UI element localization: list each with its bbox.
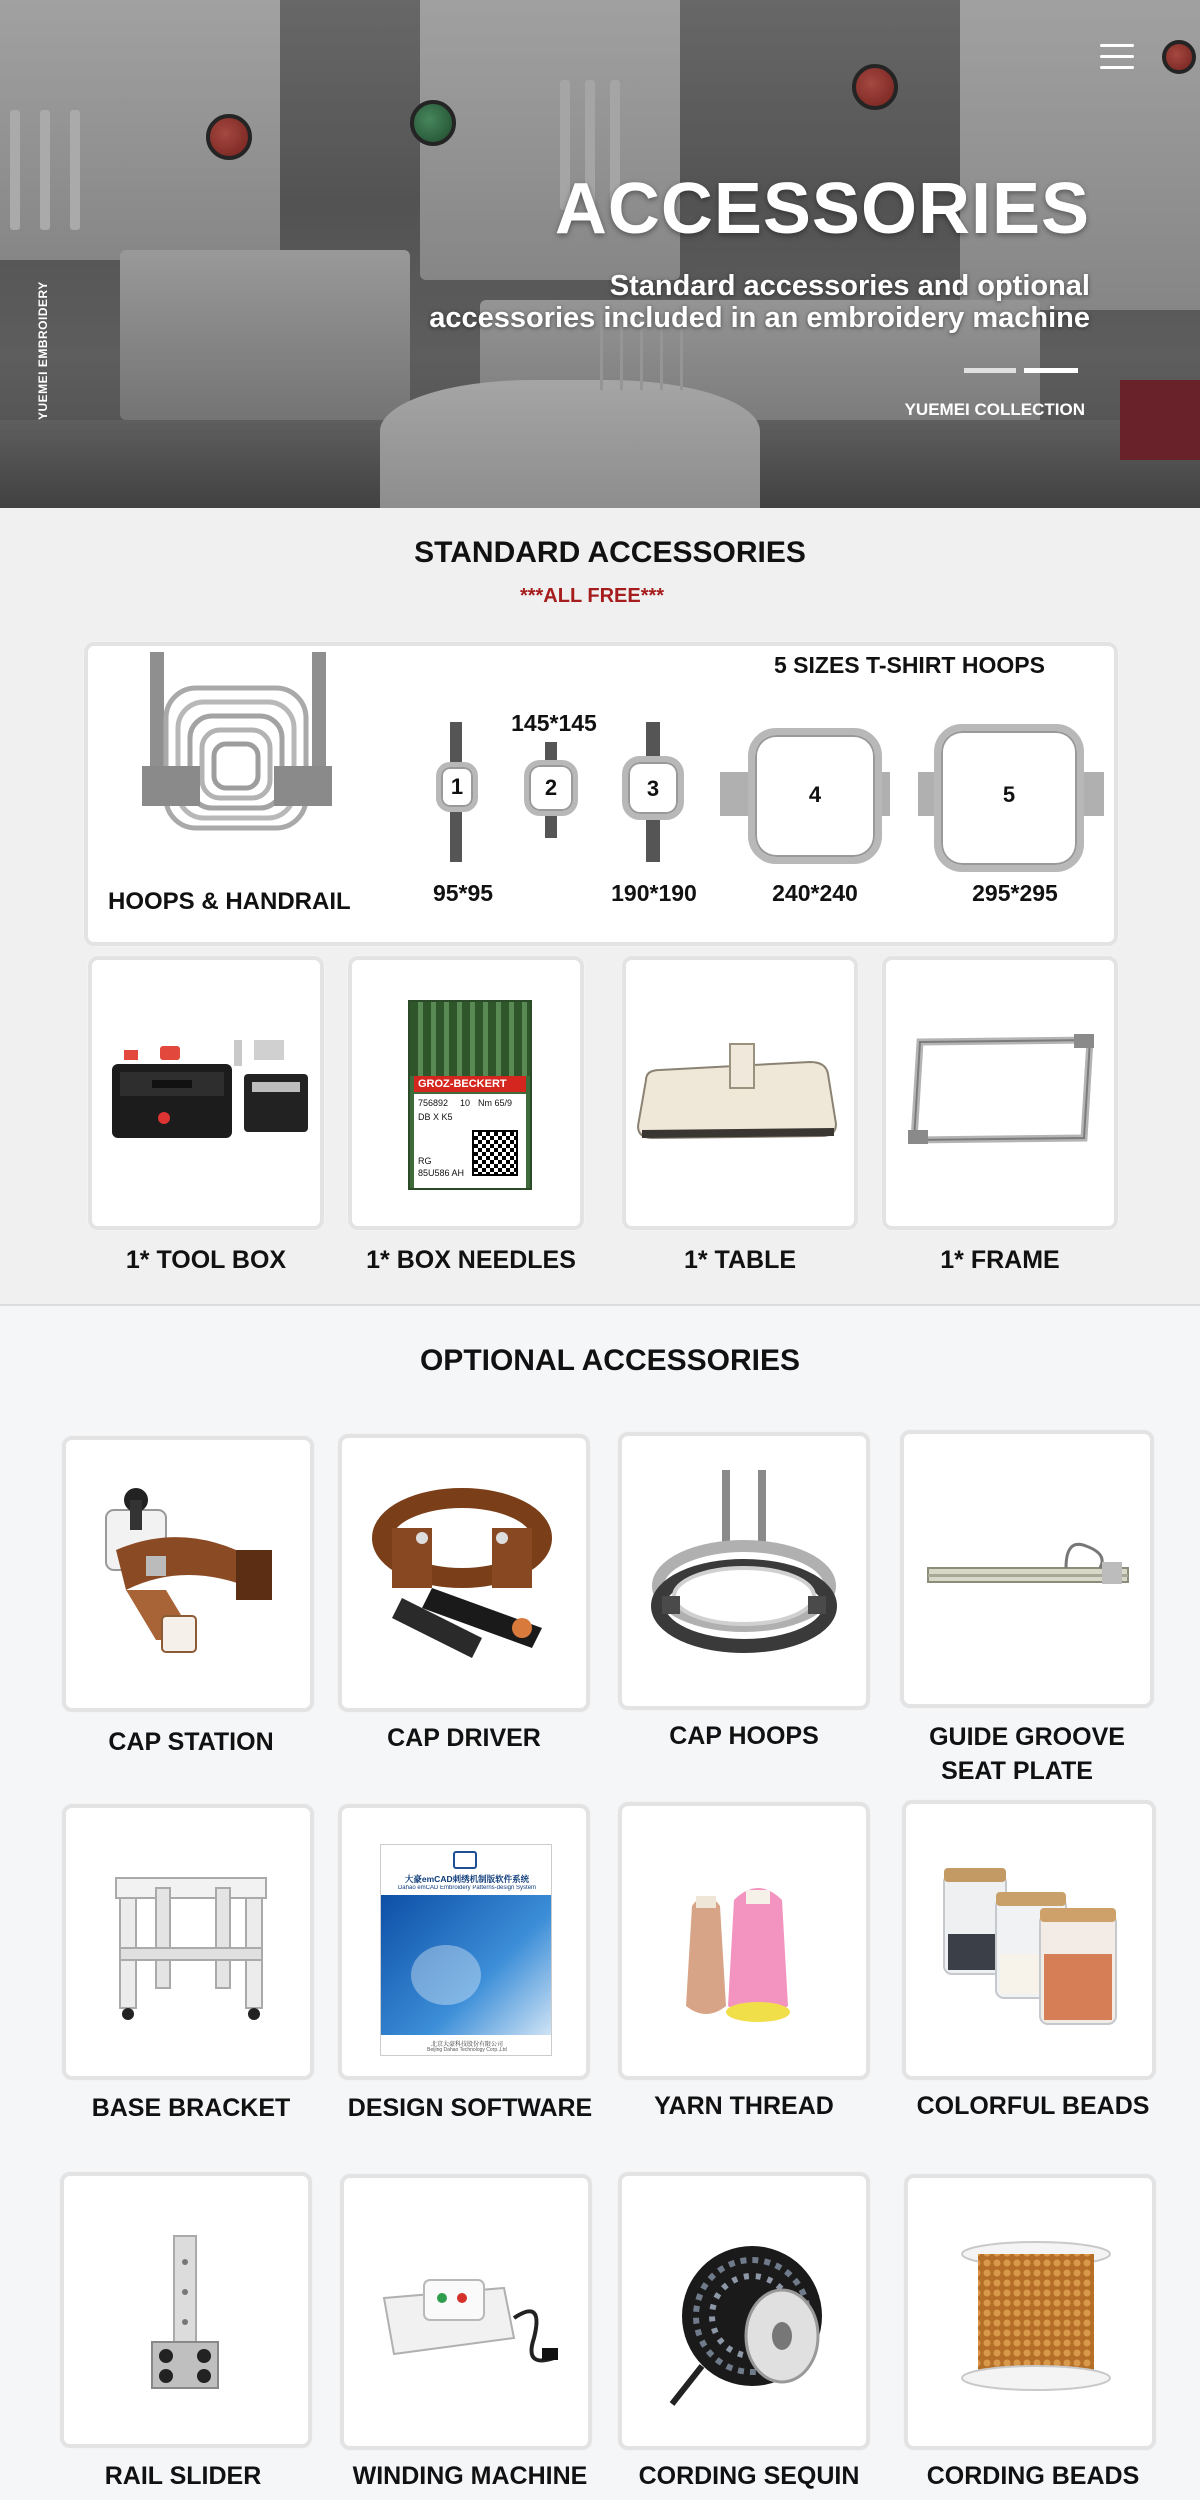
hoops-panel-heading: 5 SIZES T-SHIRT HOOPS — [774, 652, 1045, 678]
base-bracket-icon — [96, 1858, 286, 2028]
toolbox-icon — [104, 1020, 314, 1160]
guide-groove-label-line2: SEAT PLATE — [941, 1757, 1093, 1785]
frame-icon — [904, 1032, 1104, 1152]
design-software-label: DESIGN SOFTWARE — [347, 2094, 593, 2122]
needle-system: DB X K5 — [418, 1112, 453, 1122]
hoop-4-number: 4 — [808, 782, 822, 807]
hamburger-menu-icon[interactable] — [1100, 44, 1134, 70]
software-title-en: Dahao emCAD Embroidery Patterns-design System — [397, 1885, 537, 1891]
hero-subtitle-line1: Standard accessories and optional — [609, 270, 1090, 302]
base-bracket-label: BASE BRACKET — [91, 2094, 291, 2122]
needle-code: 756892 — [418, 1098, 449, 1108]
cap-driver-card[interactable] — [338, 1434, 590, 1712]
needle-box-icon — [408, 1000, 532, 1190]
frame-card[interactable] — [882, 956, 1118, 1230]
needle-size: Nm 65/9 — [478, 1098, 513, 1108]
cording-sequin-card[interactable] — [618, 2172, 870, 2450]
colorful-beads-label: COLORFUL BEADS — [916, 2092, 1150, 2120]
cap-hoops-label: CAP HOOPS — [669, 1722, 819, 1750]
winding-machine-card[interactable] — [340, 2174, 592, 2450]
cording-beads-icon — [952, 2238, 1122, 2408]
hoop-2-size: 145*145 — [511, 710, 597, 736]
needle-ref: 85U586 AH — [418, 1168, 465, 1178]
needle-brand: GROZ-BECKERT — [414, 1076, 526, 1092]
table-icon — [630, 1040, 850, 1150]
colorful-beads-card[interactable] — [902, 1800, 1156, 2080]
hoop-3-number: 3 — [646, 776, 660, 801]
hoop-1-number: 1 — [450, 774, 464, 799]
cap-station-label: CAP STATION — [108, 1728, 274, 1756]
page-title: ACCESSORIES — [554, 169, 1090, 249]
winding-machine-icon — [364, 2258, 574, 2378]
frame-label: 1* FRAME — [940, 1246, 1060, 1274]
rail-slider-icon — [144, 2232, 244, 2402]
hero-collection-label: YUEMEI COLLECTION — [904, 400, 1085, 419]
cap-driver-label: CAP DRIVER — [387, 1724, 541, 1752]
yarn-thread-card[interactable] — [618, 1802, 870, 2080]
table-label: 1* TABLE — [683, 1246, 797, 1274]
yarn-thread-label: YARN THREAD — [654, 2092, 834, 2120]
hoops-handrail-label: HOOPS & HANDRAIL — [108, 888, 351, 915]
software-footer-cn: 北京大豪科技股份有限公司 — [430, 2042, 503, 2048]
yarn-thread-icon — [672, 1856, 832, 2036]
box-needles-label: 1* BOX NEEDLES — [366, 1246, 576, 1274]
optional-section-title: OPTIONAL ACCESSORIES — [419, 1344, 801, 1377]
hoops-handrail-icon — [136, 650, 346, 850]
design-software-card[interactable] — [338, 1804, 590, 2080]
software-footer-en: Beijing Dahao Technology Corp.,Ltd — [427, 2047, 507, 2053]
cap-driver-icon — [362, 1478, 572, 1668]
guide-groove-card[interactable] — [900, 1430, 1154, 1708]
needle-grade: RG — [418, 1156, 432, 1166]
needle-qty: 10 — [460, 1098, 471, 1108]
cap-station-card[interactable] — [62, 1436, 314, 1712]
hoop-3-size: 190*190 — [611, 880, 697, 906]
hero-subtitle-line2: accessories included in an embroidery machine — [429, 302, 1090, 334]
tool-box-label: 1* TOOL BOX — [125, 1246, 287, 1274]
hero-vertical-brand: YUEMEI EMBROIDERY — [36, 281, 50, 420]
hero-overlay — [0, 0, 1200, 508]
rail-slider-card[interactable] — [60, 2172, 312, 2448]
slider-indicator-1[interactable] — [964, 368, 1016, 373]
hoop-2-number: 2 — [544, 775, 558, 800]
cording-beads-card[interactable] — [904, 2174, 1156, 2450]
design-software-icon — [380, 1844, 552, 2056]
standard-section-title: STANDARD ACCESSORIES — [414, 536, 806, 569]
tool-box-card[interactable] — [88, 956, 324, 1230]
cording-beads-label: CORDING BEADS — [926, 2462, 1140, 2490]
all-free-note: ***ALL FREE*** — [519, 585, 665, 607]
software-title-cn: 大豪emCAD刺绣机制版软件系统 — [404, 1874, 530, 1884]
box-needles-card[interactable] — [348, 956, 584, 1230]
guide-groove-icon — [922, 1524, 1142, 1614]
qr-code-icon — [472, 1130, 518, 1176]
beads-icon — [936, 1854, 1136, 2034]
winding-machine-label: WINDING MACHINE — [352, 2462, 588, 2490]
cap-station-icon — [86, 1480, 296, 1670]
cording-sequin-label: CORDING SEQUIN — [638, 2462, 860, 2490]
cording-sequin-icon — [662, 2226, 842, 2406]
guide-groove-label-line1: GUIDE GROOVE — [929, 1723, 1125, 1751]
hero-banner — [0, 0, 1200, 508]
slider-indicator-2[interactable] — [1024, 368, 1078, 373]
hoop-5-number: 5 — [1002, 782, 1016, 807]
base-bracket-card[interactable] — [62, 1804, 314, 2080]
cap-hoops-icon — [642, 1466, 852, 1666]
cap-hoops-card[interactable] — [618, 1432, 870, 1710]
hoop-1-size: 95*95 — [432, 880, 494, 906]
hoop-4-size: 240*240 — [772, 880, 858, 906]
hoop-5-size: 295*295 — [972, 880, 1058, 906]
rail-slider-label: RAIL SLIDER — [104, 2462, 262, 2490]
table-card[interactable] — [622, 956, 858, 1230]
